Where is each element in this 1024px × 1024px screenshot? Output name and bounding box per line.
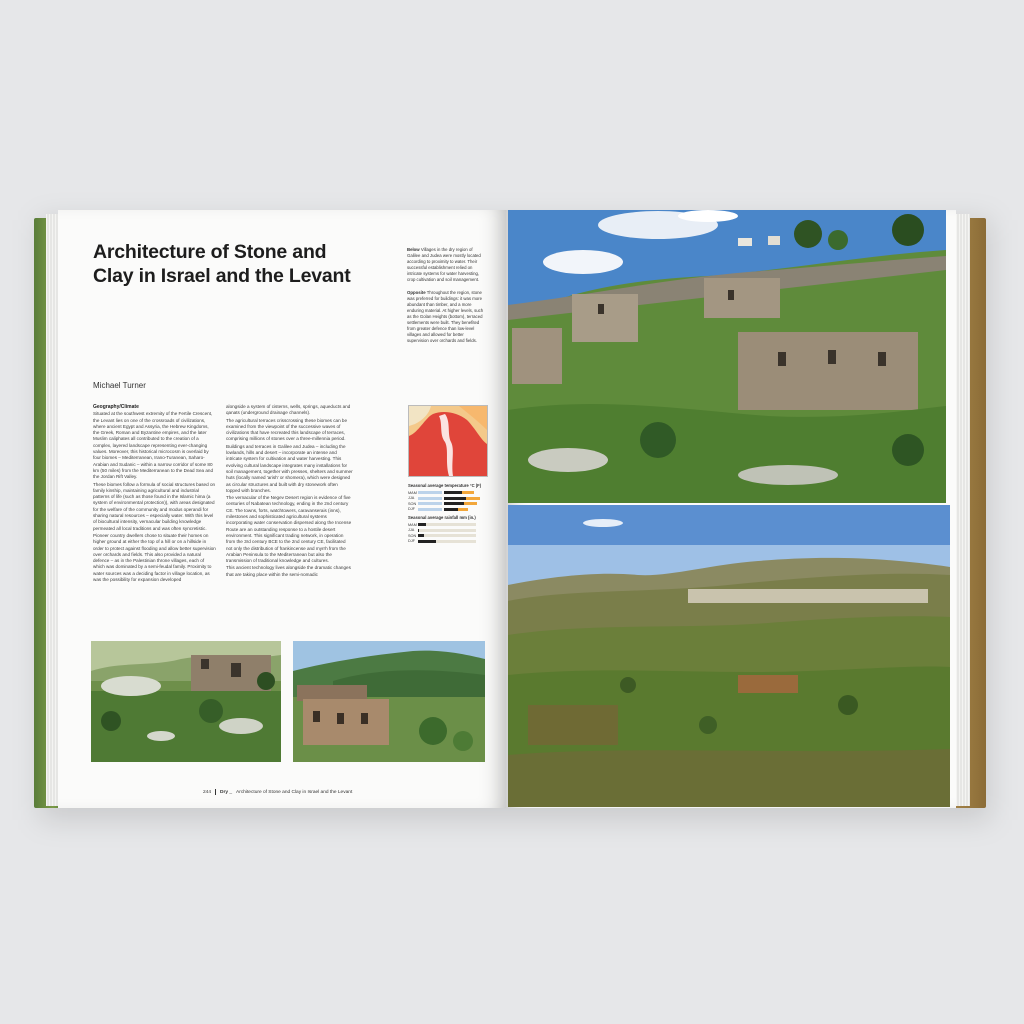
footer-section: Dry _	[220, 789, 233, 795]
paragraph: The agricultural terraces crisscrossing these biomes can be examined from the viewpoint of the successive waves of civilizations that have recreated this landscape of terraces, comprising millions of stones over a three-millennia period.	[226, 417, 348, 442]
photo-terraced-village	[508, 210, 946, 503]
region-map	[408, 405, 488, 477]
page-number: 244	[203, 789, 212, 795]
footer-divider	[215, 789, 216, 795]
paragraph: The vernacular of the Negev Desert region is evidence of five centuries of Nabatean technology, ending in the 2nd century CE. The towns, forts, watchtowers, caravanserais (inns), milestones and sophisticated agricultural systems incorporating water conservation dispersed along the Incense Route are an outstanding response to a hostile desert environment. This significant trading network, in operation from the 3rd century BCE to the 2nd century CE, facilitated not only the distribution of frankincense and myrrh from the Arabian Peninsula to the Mediterranean but also the transmission of traditional knowledge and cultures.	[226, 495, 352, 564]
climate-stats: Seasonal average temperature °C (F) MAM JJA SON DJF Seasonal average rainfall mm (in.) MAM JJA SON DJF	[408, 482, 486, 544]
paragraph: Situated at the southwest extremity of the Fertile Crescent, the Levant lies on one of the crossroads of civilizations, where ancient Egypt and Assyria, the Hebrew Kingdoms, the Greek, Roman and Byzantine empires, and the later Muslim caliphates all contributed to the creation of a complex, layered landscape representing ever-changing values. Moreover, this historical microcosm is overlaid by four biomes – Mediterranean, Irano-Turanean, Saharo-Arabian and Sudanic – within a narrow corridor of some 80 km (50 miles) from the Mediterranean to the Dead Sea and the Jordan Rift Valley.	[93, 411, 214, 480]
paragraph: These biomes follow a formula of social structures based on family kinship, maintaining agricultural and industrial patterns of life (such as those found in the Islamic hima (a system of environmental protection)), with areas designated for the welfare of the community and modus operandi for sharing natural resources – especially water. With this level of biocultural intensity, vernacular building knowledge permeated all local traditions and was often syncretistic.	[93, 481, 216, 531]
temperature-heading: Seasonal average temperature °C (F)	[408, 483, 482, 488]
photo-golan-valley	[508, 505, 950, 807]
body-column-1	[93, 404, 216, 584]
photo-stone-ruins	[91, 641, 281, 762]
paragraph: alongside a system of cisterns, wells, springs, aqueducts and qanats (underground drainage channels).	[226, 404, 351, 416]
paragraph: Buildings and terraces in Galilee and Judea – including the lowlands, hills and desert – incorporate an intense and intricate system for cultivation and water harvesting. This evolving cultural landscape integrates many installations for soil management, together with presses, shelters and summer huts (locally named 'arish' or shomera), which were designed as circular structures and built with dry stonework often topped with branches.	[226, 443, 353, 493]
author-name: Michael Turner	[93, 381, 146, 390]
paragraph: Pioneer country dwellers chose to situate their homes on higher ground at either the top of a hill or on a hillside in order to protect against flooding and allow better supervision over orchards and fields. This also provided a natural defence – as in the Palestinian throne villages, each of which was dominated by a semi-feudal family. Proximity to water sources was a deciding factor in village location, as was the possibility for expansion developed	[93, 532, 216, 583]
paragraph: This ancient technology lives alongside the dramatic changes that are taking place within the semi-nomadic	[226, 565, 351, 577]
page-footer	[203, 789, 352, 795]
footer-chapter: Architecture of Stone and Clay in Israel and the Levant	[236, 789, 353, 795]
photo-caption: Below Villages in the dry region of Galilee and Judea were mostly located according to proximity to water. Their successful establishment relied on intricate systems for water harvesting, crop cultivation and soil management. Opposite Throughout the region, stone was preferred for buildings: it was more abundant than timber, and a more enduring material. At higher levels, such as the Golan Heights (bottom), terraced settlements were built. They benefited from greater defence than low-level villages and allowed for better supervision over orchards and fields.	[407, 247, 484, 343]
page-edges-right	[956, 214, 970, 806]
body-column-2	[226, 404, 353, 579]
rainfall-heading: Seasonal average rainfall mm (in.)	[408, 515, 476, 520]
chapter-title: Architecture of Stone and Clay in Israel and the Levant	[93, 241, 351, 287]
photo-stone-house-valley	[293, 641, 485, 762]
page-edges-left	[46, 214, 58, 806]
section-heading: Geography/Climate	[93, 404, 139, 410]
